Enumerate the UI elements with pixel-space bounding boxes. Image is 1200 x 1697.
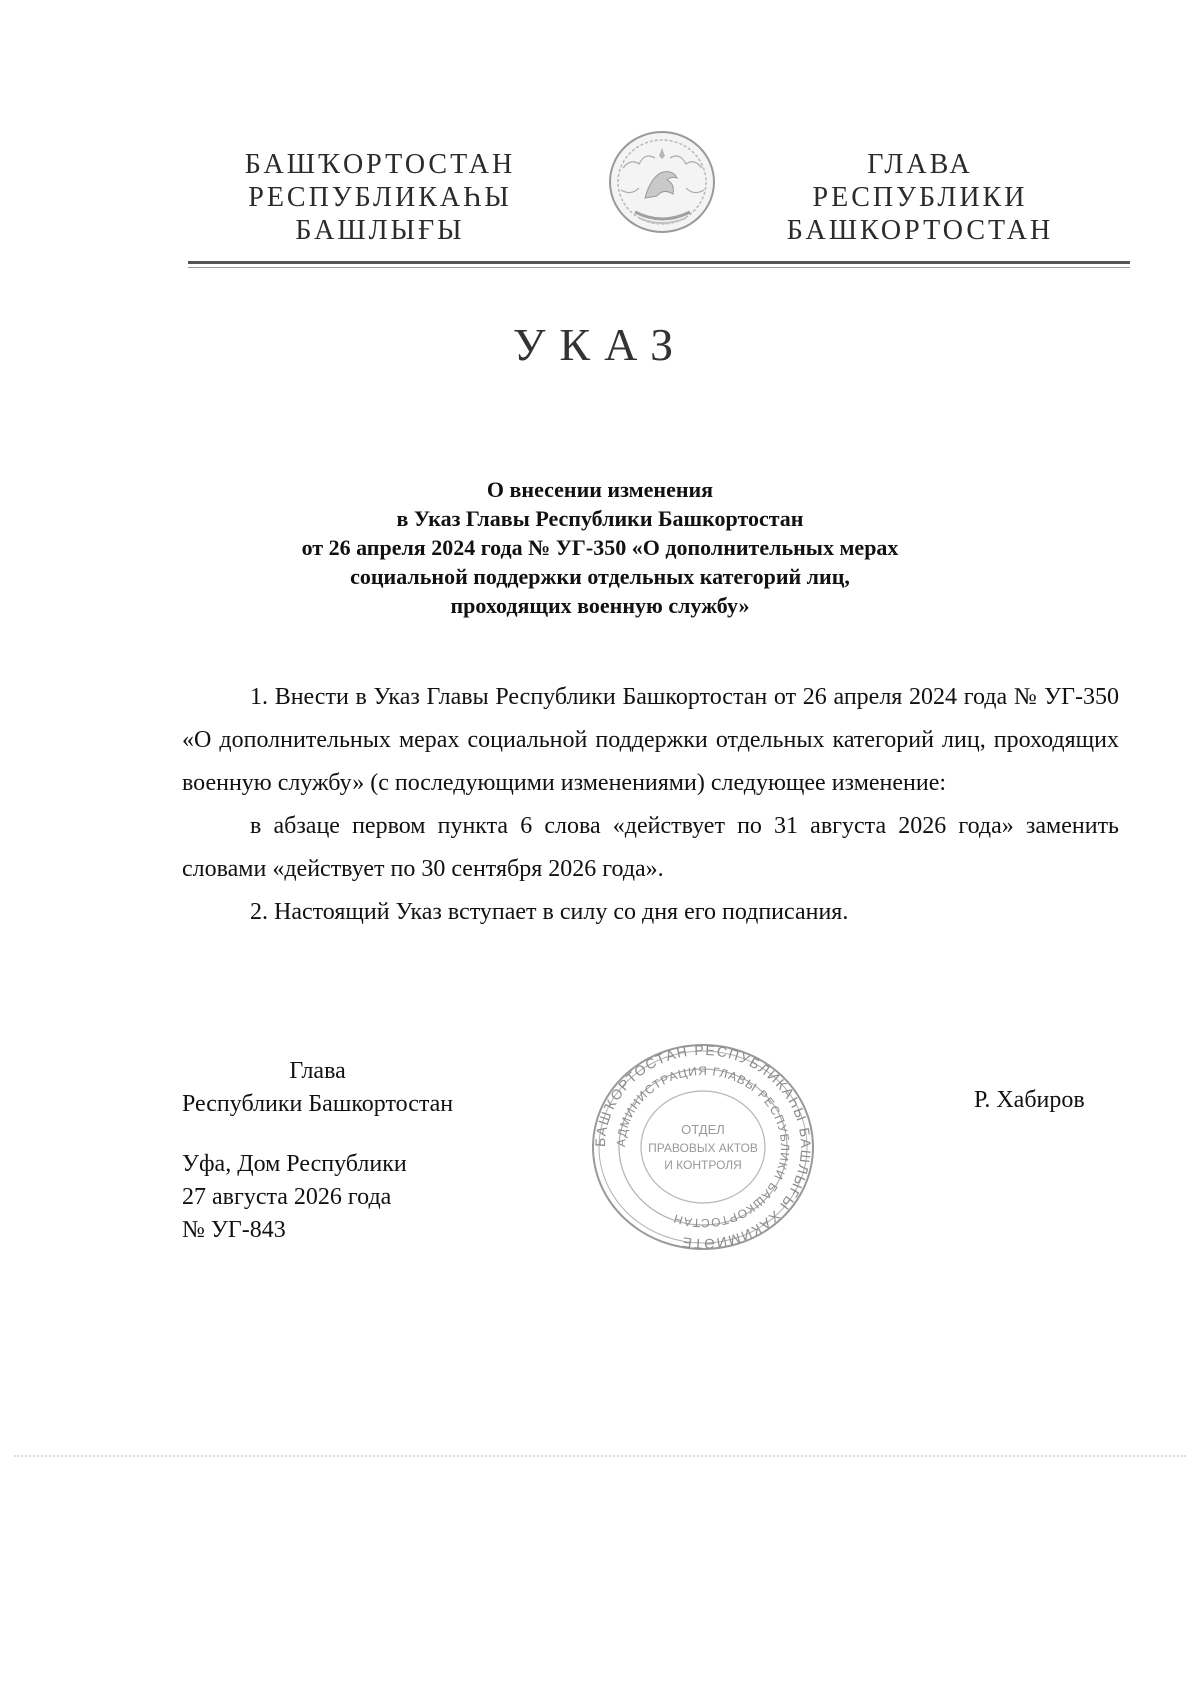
title-line-1: О внесении изменения [486, 477, 714, 502]
title-line-4: социальной поддержки отдельных категорий лиц, [350, 564, 850, 589]
issue-place: Уфа, Дом Республики [182, 1151, 407, 1177]
title-line-3: от 26 апреля 2024 года № УГ-350 «О дополнительных мерах [301, 535, 899, 560]
official-stamp-icon [588, 1042, 818, 1252]
header-right-line-3: БАШКОРТОСТАН [786, 215, 1054, 246]
issue-date: 27 августа 2026 года [182, 1184, 392, 1210]
signatory-position-line-1: Глава [289, 1058, 346, 1084]
stamp-center-line-3: И КОНТРОЛЯ [664, 1158, 742, 1172]
header-left-bashkir [230, 148, 530, 247]
stamp-inner-text: АДМИНИСТРАЦИЯ ГЛАВЫ РЕСПУБЛИКИ БАШКОРТОСТАН [613, 1063, 793, 1231]
issue-details [182, 1148, 407, 1247]
header-left-line-3: БАШЛЫҒЫ [295, 215, 465, 246]
stamp-center-line-2: ПРАВОВЫХ АКТОВ [648, 1141, 758, 1155]
paragraph-3: 2. Настоящий Указ вступает в силу со дня его подписания. [250, 899, 849, 925]
document-title [200, 475, 1000, 620]
document-body [182, 676, 1119, 934]
document-type-heading: УКАЗ [512, 319, 688, 370]
title-line-5: проходящих военную службу» [450, 593, 750, 618]
header-divider-thin [188, 267, 1130, 268]
paragraph-2: в абзаце первом пункта 6 слова «действует по 31 августа 2026 года» заменить словами «действует по 30 сентября 2026 года». [182, 813, 1119, 882]
header-right-line-1: ГЛАВА [867, 149, 973, 180]
scan-artifact-divider [14, 1455, 1186, 1459]
title-line-2: в Указ Главы Республики Башкортостан [396, 506, 804, 531]
header-left-line-1: БАШҠОРТОСТАН [244, 149, 516, 180]
stamp-outer-text: БАШҠОРТОСТАН РЕСПУБЛИКАҺЫ БАШЛЫҒЫ ХАКИМИӘТЕ [591, 1042, 815, 1252]
paragraph-1: 1. Внести в Указ Главы Республики Башкортостан от 26 апреля 2024 года № УГ-350 «О дополнительных мерах социальной поддержки отдельных категорий лиц, проходящих военную службу» (с последующими изменениями) следующее изменение: [182, 684, 1119, 796]
coat-of-arms-icon [605, 128, 720, 238]
stamp-center-line-1: ОТДЕЛ [681, 1122, 725, 1137]
header-left-line-2: РЕСПУБЛИКАҺЫ [248, 182, 512, 213]
issue-number: № УГ-843 [182, 1217, 286, 1243]
header-divider-thick [188, 261, 1130, 264]
header-right-line-2: РЕСПУБЛИКИ [812, 182, 1028, 213]
signatory-name: Р. Хабиров [974, 1087, 1085, 1113]
signatory-position [182, 1055, 453, 1121]
signatory-position-line-2: Республики Башкортостан [182, 1091, 454, 1117]
header-right-russian [770, 148, 1070, 247]
